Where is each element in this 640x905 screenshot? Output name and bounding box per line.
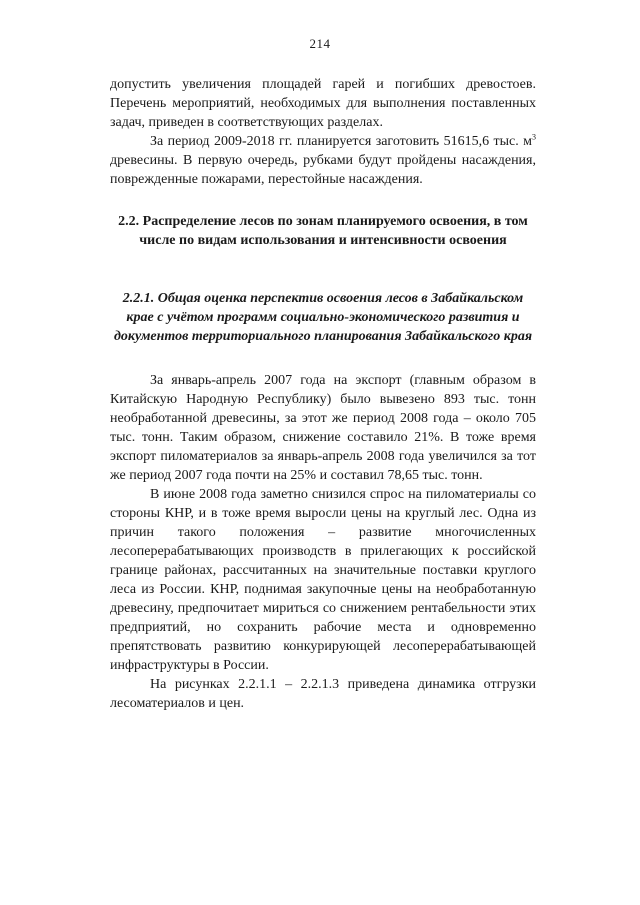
paragraph-harvest-plan: [110, 132, 536, 189]
cubic-superscript: 3: [532, 132, 536, 142]
top-text-block: [110, 75, 536, 189]
paragraph-continuation: допустить увеличения площадей гарей и погибших древостоев. Перечень мероприятий, необходимых для выполнения поставленных задач, приведен в соответствующих разделах.: [110, 77, 536, 130]
paragraph-demand: В июне 2008 года заметно снизился спрос на пиломатериалы со стороны КНР, и в тоже время выросли цены на круглый лес. Одна из причин такого положения – развитие многочисленных лесоперерабатывающих производств в прилегающих к российской границе районах, рассчитанных на значительные поставки круглого леса из России. КНР, поднимая закупочные цены на необработанную древесину, предпочитает мириться со снижением рентабельности этих предприятий, но сохранить рабочие места и одновременно препятствовать развитию конкурирующей лесоперерабатывающей инфраструктуры в России.: [110, 487, 536, 673]
paragraph-export: За январь-апрель 2007 года на экспорт (главным образом в Китайскую Народную Республику) было вывезено 893 тыс. тонн необработанной древесины, за этот же период 2008 года – около 705 тыс. тонн. Таким образом, снижение составило 21%. В тоже время экспорт пиломатериалов за январь-апрель 2008 года увеличился за тот же период 2007 года почти на 25% и составил 78,65 тыс. тонн.: [110, 373, 536, 483]
harvest-plan-text-rest: древесины. В первую очередь, рубками будут пройдены насаждения, поврежденные пожарами, перестойные насаждения.: [110, 153, 536, 187]
section-heading: 2.2. Распределение лесов по зонам планируемого освоения, в том числе по видам использования и интенсивности освоения: [118, 214, 528, 248]
main-text-block: [110, 371, 536, 713]
harvest-plan-text: За период 2009-2018 гг. планируется заготовить 51615,6 тыс. м: [150, 134, 532, 149]
paragraph-figures-reference: На рисунках 2.2.1.1 – 2.2.1.3 приведена динамика отгрузки лесоматериалов и цен.: [110, 677, 536, 711]
subsection-heading: 2.2.1. Общая оценка перспектив освоения лесов в Забайкальском крае с учётом программ социально-экономического развития и документов территориального планирования Забайкальского края: [113, 291, 533, 344]
page-number: 214: [309, 36, 331, 51]
